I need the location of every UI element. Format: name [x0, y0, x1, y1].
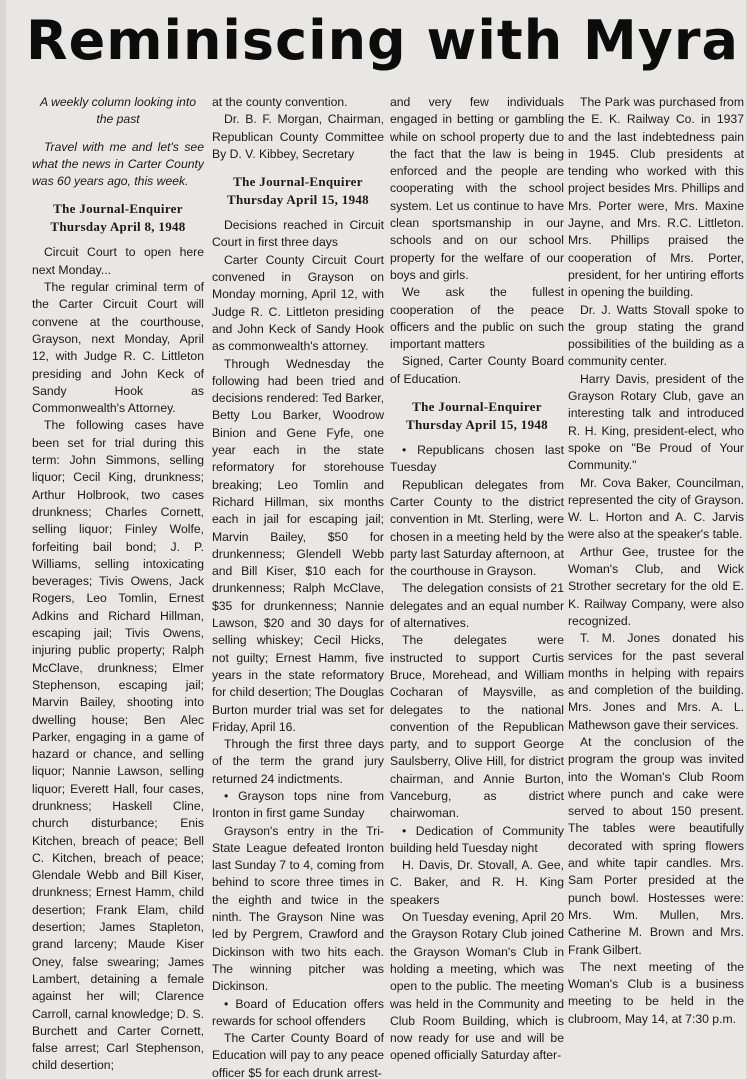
paragraph: Mr. Cova Baker, Councilman, represented the city of Grayson. W. L. Horton and A. C. Jarvis were also at the speaker's table.: [568, 475, 744, 542]
paragraph: The Carter County Board of Education will pay to any peace officer $5 for each drunk arrest-: [212, 1031, 384, 1079]
paragraph: On Tuesday evening, April 20 the Grayson Rotary Club joined the Grayson Woman's Club in holding a meeting, which was open to the public. The meeting was held in the Community and Club Room Building, which is now ready for use and will be opened officially Saturday after-: [390, 910, 564, 1063]
paragraph: • Grayson tops nine from Ironton in first game Sunday: [212, 788, 384, 821]
intro-text: A weekly column looking into the past: [39, 95, 197, 127]
paragraph: at the county convention.: [212, 95, 348, 109]
paragraph: • Republicans chosen last Tuesday: [390, 443, 564, 475]
paragraph: We ask the fullest cooperation of the peace officers and the public on such important matters: [390, 285, 564, 352]
paragraph: The delegates were instructed to support Curtis Bruce, Morehead, and William Cocharan of Maysville, as delegates to the national convention of the Republican party, and to support George Saulsberry, Olive Hill, for district chairman, and Annie Burton, Vanceburg, as district chairwoman.: [390, 633, 564, 821]
paragraph: H. Davis, Dr. Stovall, A. Gee, C. Baker, and R. H. King speakers: [390, 858, 564, 907]
paragraph: Circuit Court to open here next Monday...: [32, 245, 204, 277]
paragraph: • Dedication of Community building held Tuesday night: [390, 823, 564, 855]
column-2: [212, 94, 384, 1079]
paragraph: Dr. B. F. Morgan, Chairman, Republican County Committee By D. V. Kibbey, Secretary: [212, 112, 384, 161]
paragraph: The next meeting of the Woman's Club is a business meeting to be held in the clubroom, May 14, at 7:30 p.m.: [568, 959, 744, 1026]
paragraph: Republican delegates from Carter County to the district convention in Mt. Sterling, were chosen in a meeting held by the party last Saturday afternoon, at the courthouse in Grayson.: [390, 477, 564, 579]
paragraph: T. M. Jones donated his services for the past several months in helping with repairs and completion of the building. Mrs. Jones and Mrs. A. L. Mathewson gave their services.: [568, 631, 744, 732]
column-4: [568, 94, 744, 1079]
paragraph: and very few individuals engaged in betting or gambling while on school property due to the fact that the law is being enforced and the people are cooperating with the school system. Let us continue to have clean sportsmanship in our schools and on our school property for the welfare of our boys and girls.: [390, 95, 564, 282]
dateline: [32, 200, 204, 236]
paragraph: Decisions reached in Circuit Court in first three days: [212, 218, 384, 250]
intro-subtext: Travel with me and let's see what the news in Carter County was 60 years ago, this week.: [32, 139, 204, 189]
dateline-paper: The Journal-Enquirer: [53, 201, 183, 217]
paragraph: The following cases have been set for trial during this term: John Simmons, selling liquor; Cecil King, drunkness; Arthur Holbrook, two cases drunkness; Charles Cornett, selling liquor; Finley Wolfe, forfeiting bail bond; J. P. Williams, selling intoxicating beverages; Tivis Owens, Jack Rogers, Leo Tomlin, Ernest Adkins and Richard Hillman, escaping jail; Tivis Owens, injuring public property; Ralph McClave, drunkness; Elmer Stephenson, escaping jail; Marvin Bailey, shooting into dwelling house; Ben Alec Parker, engaging in a game of hazard or chance, and selling liquor; Nannie Lawson, selling liquor; Everett Hall, four cases, drunkness; Haskell Cline, church disturbance; Enis Kitchen, breach of peace; Bell C. Kitchen, breach of peace; Glendale Webb and Bill Kiser, drunkness; Ernest Hamm, child desertion; Frank Elam, child desertion; James Stapleton, grand larceny; Maude Kiser Oney, false swearing; James Lambert, detaining a female against her will; Clarence Carroll, carnal knowledge; D. S. Burchett and Carter Cornett, false arrest; Carl Stephenson, child desertion;: [32, 418, 204, 1073]
newspaper-clipping: [6, 0, 746, 1079]
paragraph: Carter County Circuit Court convened in Grayson on Monday morning, April 12, with Judge R. C. Littleton presiding and John Keck of Sandy Hook as commonwealth's attorney.: [212, 252, 384, 354]
paragraph: Dr. J. Watts Stovall spoke to the group stating the grand possibilities of the building as a community center.: [568, 302, 744, 369]
column-3: [390, 94, 564, 1079]
paragraph: Through Wednesday the following had been tried and decisions rendered: Ted Barker, Betty Lou Barker, Woodrow Binion and Gene Fyfe, one year each in the state reformatory for storehouse breaking; Leo Tomlin and Richard Hillman, six months each in jail for escaping jail; Marvin Bailey, $50 for drunkenness; Glendell Webb and Bill Kiser, $10 each for drunkenness; Ralph McClave, $35 for drunkenness; Nannie Lawson, $20 and 30 days for selling whiskey; Cecil Hicks, not guilty; Ernest Hamm, five years in the state reformatory for child desertion; The Douglas Burton murder trial was set for Friday, April 16.: [212, 356, 384, 734]
dateline-date: Thursday April 15, 1948: [227, 192, 369, 208]
paragraph: Grayson's entry in the Tri-State League defeated Ironton last Sunday 7 to 4, coming from behind to score three times in the eighth and twice in the ninth. The Grayson Nine was led by Pergrem, Crawford and Dickinson with two hits each. The winning pitcher was Dickinson.: [212, 823, 384, 994]
paragraph: The regular criminal term of the Carter Circuit Court will convene at the courthouse, Grayson, next Monday, April 12, with Judge R. C. Littleton presiding and John Keck of Sandy Hook as Commonwealth's Attorney.: [32, 280, 204, 416]
column-headline: Reminiscing with Myra: [26, 9, 739, 72]
dateline: [390, 398, 564, 434]
paragraph: Through the first three days of the term the grand jury returned 24 indictments.: [212, 737, 384, 786]
dateline: [212, 173, 384, 209]
paragraph: Harry Davis, president of the Grayson Rotary Club, gave an interesting talk and introduced R. H. King, president-elect, who spoke on "Be Proud of Your Community.": [568, 371, 744, 473]
column-1: [32, 94, 204, 1079]
paragraph: • Board of Education offers rewards for school offenders: [212, 996, 384, 1028]
dateline-date: Thursday April 8, 1948: [50, 219, 186, 235]
paragraph: Arthur Gee, trustee for the Woman's Club, and Wick Strother secretary for the old E. K. Railway Company, were also recognized.: [568, 544, 744, 628]
paragraph: The Park was purchased from the E. K. Railway Co. in 1937 and the last indebtedness pain in 1945. Club presidents at tending who worked with this project besides Mrs. Phillips and Mrs. Porter were, Mrs. Maxine Jayne, and Mrs. R.C. Littleton. Mrs. Phillips praised the cooperation of Mrs. Porter, president, for her untiring efforts in opening the building.: [568, 95, 744, 300]
paragraph: The delegation consists of 21 delegates and an equal number of alternatives.: [390, 581, 564, 631]
dateline-paper: The Journal-Enquirer: [412, 399, 542, 415]
dateline-date: Thursday April 15, 1948: [406, 417, 548, 433]
paragraph: At the conclusion of the program the group was invited into the Woman's Club Room where punch and cake were served to about 150 present. The tables were beautifully decorated with spring flowers and white tapir candles. Mrs. Sam Porter presided at the punch bowl. Hostesses were: Mrs. Wm. Mullen, Mrs. Catherine M. Brown and Mrs. Frank Gilbert.: [568, 734, 744, 957]
paragraph: Signed, Carter County Board of Education.: [390, 354, 564, 386]
dateline-paper: The Journal-Enquirer: [233, 174, 363, 190]
